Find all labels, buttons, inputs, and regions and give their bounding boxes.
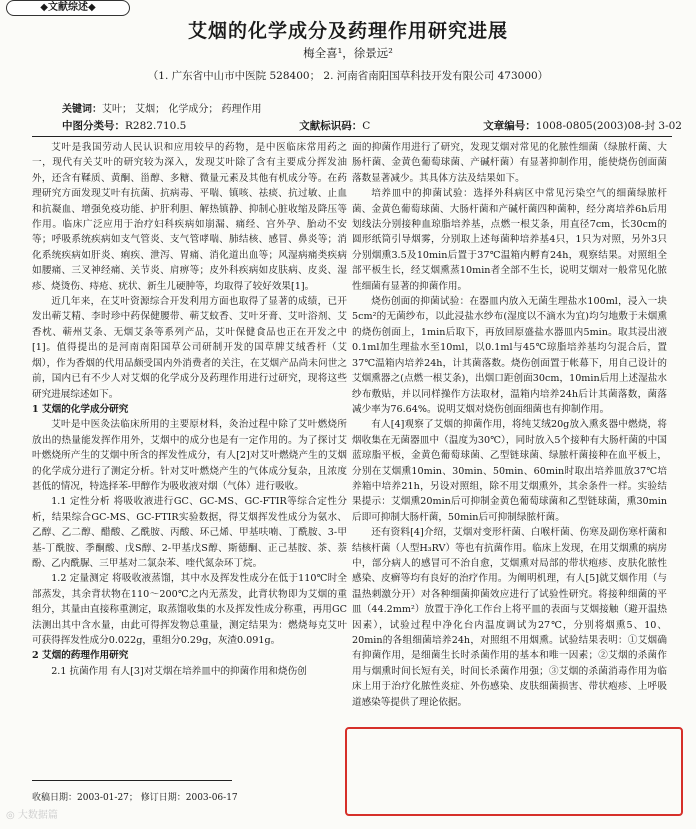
left-column <box>32 140 347 679</box>
paragraph: 面的抑菌作用进行了研究，发现艾烟对常见的化脓性细菌（绿脓杆菌、大肠杆菌、金黄色葡萄球菌、产碱杆菌）有显著抑制作用，能使烧伤创面菌落数显著减少。其具体方法及结果如下。 <box>352 142 667 184</box>
doc-code-value: C <box>362 120 371 132</box>
classification-line <box>62 118 682 133</box>
paper-affiliation: （1. 广东省中山市中医院 528400； 2. 河南省南阳国草科技开发有限公司 473000） <box>147 70 549 82</box>
paragraph: 1.2 定量测定 将吸收液蒸馏，其中水及挥发性成分在低于110℃时全部蒸发，其余背状物在110～200℃之内无蒸发，此背状物即为艾烟的重组分，其量由直接称重测定，取蒸馏收集的水及挥发性成分称重，再用GC法测出其中含水量，由此可得挥发物总重量，测定结果为：燃烧每克艾叶可获得挥发性成分0.022g，重组分0.29g，灰渣0.091g。 <box>32 573 347 646</box>
doc-code-label: 文献标识码： <box>299 120 363 132</box>
paragraph: 烧伤创面的抑菌试验：在器皿内放入无菌生理盐水100ml，浸入一块5cm²的无菌纱布，以此浸盐水纱布(湿度以不滴水为宜)均匀地敷于未烟熏的烧伤创面上，1min后取下，再放回原盛盐水器皿内5min。取其浸出液0.1ml加生理盐水至10ml，以0.1ml与45℃琼脂培养基均匀混合后，置37℃温箱内培养24h，计其菌落数。烧伤创面置于帐幕下，用自己设计的艾烟熏器之(点燃一根艾条)，出烟口距创面30cm，10min后用上述湿盐水纱布敷贴，并以同样操作方法取材，温箱内培养24h后计其菌落数，菌落减少率为76.64%。说明艾烟对烧伤创面细菌也有抑制作用。 <box>352 296 667 415</box>
article-number-value: 1008-0805(2003)08-封 3-02 <box>535 120 682 132</box>
section-heading: 1 艾烟的化学成分研究 <box>32 403 129 415</box>
paragraph: 有人[4]观察了艾烟的抑菌作用，将纯艾绒20g放入熏炙器中燃烧，将烟收集在无菌器皿中（温度为30℃），同时放入5个接种有大肠杆菌的中国蓝琼脂平板，金黄色葡萄球菌、乙型链球菌、绿脓杆菌接种在血平板上，分别在艾烟熏10min、30min、50min、60min时取出培养皿放37℃培养箱中培养21h，另设对照组，除不用艾烟熏外，其余条件一样。实验结果提示：艾烟熏20min后可抑制金黄色葡萄球菌和乙型链球菌，熏30min后即可抑制大肠杆菌，50min后可抑制绿脓杆菌。 <box>352 419 667 523</box>
clc-code <box>62 118 186 133</box>
section-heading: 2 艾烟的药理作用研究 <box>32 650 129 662</box>
keywords-label: 关键词： <box>62 104 102 115</box>
paragraph: 培养皿中的抑菌试验：选择外科病区中常见污染空气的细菌绿脓杆菌、金黄色葡萄球菌、大肠杆菌和产碱杆菌四种菌种，经分离培养6h后用划线法分别接种血琼脂培养基，点燃一根艾条，用直径7cm，长30cm的圆形纸筒引导烟雾，分别取上述每菌种培养基4只，1只为对照，另外3只分别烟熏3.5及10min后置于37℃温箱内孵育24h，观察结果。对照组全部平板生长，经艾烟熏蒸10min者全部不生长，说明艾烟对一般常见化脓性细菌有显著的抑菌作用。 <box>352 188 667 292</box>
right-column <box>352 140 667 710</box>
paragraph: 艾叶是中医灸法临床所用的主要原材料，灸治过程中除了艾叶燃烧所放出的热量能发挥作用外，艾烟中的成分也是有一定作用的。为了探讨艾叶燃烧所产生的艾烟中所含的挥发性成分，有人[2]对艾叶燃烧产生的艾烟的化学成分进行了测定分析。针对艾叶燃烧产生的气体成分复杂，且浓度甚低的情况，特选择苯-甲醇作为吸收液对烟（气体）进行吸收。 <box>32 419 347 492</box>
section-tag: ◆文献综述◆ <box>6 0 130 16</box>
paragraph: 2.1 抗菌作用 有人[3]对艾烟在培养皿中的抑菌作用和烧伤创 <box>51 665 307 677</box>
paragraph: 艾叶是我国劳动人民认识和应用较早的药物，是中医临床常用药之一，现代有关艾叶的研究较为深入，发现艾叶除了含有主要成分挥发油外，还含有鞣质、黄酮、甾醇、多糖、微量元素及其他有机成分等。在药理研究方面发现艾叶有抗菌、抗病毒、平喘、镇咳、祛痰、抗过敏、止血和抗凝血、增强免疫功能、护肝利胆、解热镇静、抑制心脏收缩及降压等作用。临床广泛应用于治疗妇科疾病如崩漏、痛经、宫外孕、胎动不安等；呼吸系统疾病如支气管炎、支气管哮喘、肺结核、感冒、鼻炎等；消化系统疾病如肝炎、痢疾、泄泻、胃痛、消化道出血等；风湿病痛类疾病如腰痛、三叉神经痛、关节炎、肩痹等；皮外科疾病如皮肤病、皮炎、湿疹、烧烫伤、痔疮、疣状、新生儿硬肿等，均取得了较好效果[1]。 <box>32 142 347 292</box>
keywords-line <box>62 100 262 115</box>
doc-code <box>299 118 370 133</box>
clc-label: 中图分类号： <box>62 120 125 132</box>
header-divider <box>32 136 672 137</box>
keywords-value: 艾叶； 艾烟； 化学成分； 药理作用 <box>102 104 262 115</box>
article-number <box>483 118 682 133</box>
paragraph: 还有资料[4]介绍，艾烟对变形杆菌、白喉杆菌、伤寒及副伤寒杆菌和结核杆菌（人型H₃RV）等也有抗菌作用。临床上发现，在用艾烟熏的病房中，部分病人的感冒可不治自愈，艾烟熏对局部的带状疱疹、皮肤化脓性感染、皮癣等均有良好的治疗作用。为阐明机理，有人[5]就艾烟作用（与温热刺激分开）对各种细菌抑菌效应进行了试验性研究。将接种细菌的平皿（44.2mm²）放置于净化工作台上将平皿的表面与艾烟接触（避开温热因素），试验过程中净化台内温度调试为27℃，分别将烟熏5、10、20min的各组细菌培养24h，对照组不用烟熏。试验结果表明：①艾烟确有抑菌作用，是细菌生长时杀菌作用的基本和唯一因素；②艾烟的杀菌作用与烟熏时间长短有关，时间长杀菌作用强；③艾烟的杀菌消毒作用为临床上用于治疗化脓性炎症、外伤感染、皮肤细菌损害、带状疱疹、上呼吸道感染等提供了理论依据。 <box>352 527 667 708</box>
red-highlight-box <box>345 727 683 816</box>
article-number-label: 文章编号： <box>483 120 536 132</box>
paper-title: 艾烟的化学成分及药理作用研究进展 <box>187 20 508 42</box>
footnote-divider <box>32 780 232 781</box>
paragraph: 近几年来，在艾叶资源综合开发利用方面也取得了显著的成绩，已开发出蕲艾精、李时珍中药保健腰带、蕲艾蚊香、艾叶牙膏、艾叶浴剂、艾香枕、蕲州艾条、无烟艾条等系列产品，艾叶保健食品也正在开发之中[1]。值得提出的是河南南阳国草公司研制开发的国草牌艾绒香杆（艾烟），作为香烟的代用品颇受国内外消费者的关注，在艾烟产品尚未问世之前，国内已有不少人对艾烟的化学成分及药理作用进行过研究，现将这些研究进展综述如下。 <box>32 296 347 400</box>
paragraph: 1.1 定性分析 将吸收液进行GC、GC-MS、GC-FTIR等综合定性分析，结果综合GC-MS、GC-FTIR实验数据，得艾烟挥发性成分为氨水、乙醇、乙二醇、醋酸、乙酰胺、丙酸、环己烯、甲基呋喃、丁酰胺、3-甲基-丁酰胺、季酮酸、戊S醇、2-甲基戊S醇、斯德酮、正己基胺、茶、萘酚、乙内酰脲、三甲基对二氯杂苯、喹代氮杂环丁烷。 <box>32 496 347 569</box>
paper-authors: 梅全喜¹，徐景远² <box>303 46 393 60</box>
received-dates: 收稿日期：2003-01-27； 修订日期：2003-06-17 <box>32 793 238 803</box>
clc-value: R282.710.5 <box>125 120 187 132</box>
watermark: ◎ 大数据篇 <box>6 810 58 821</box>
